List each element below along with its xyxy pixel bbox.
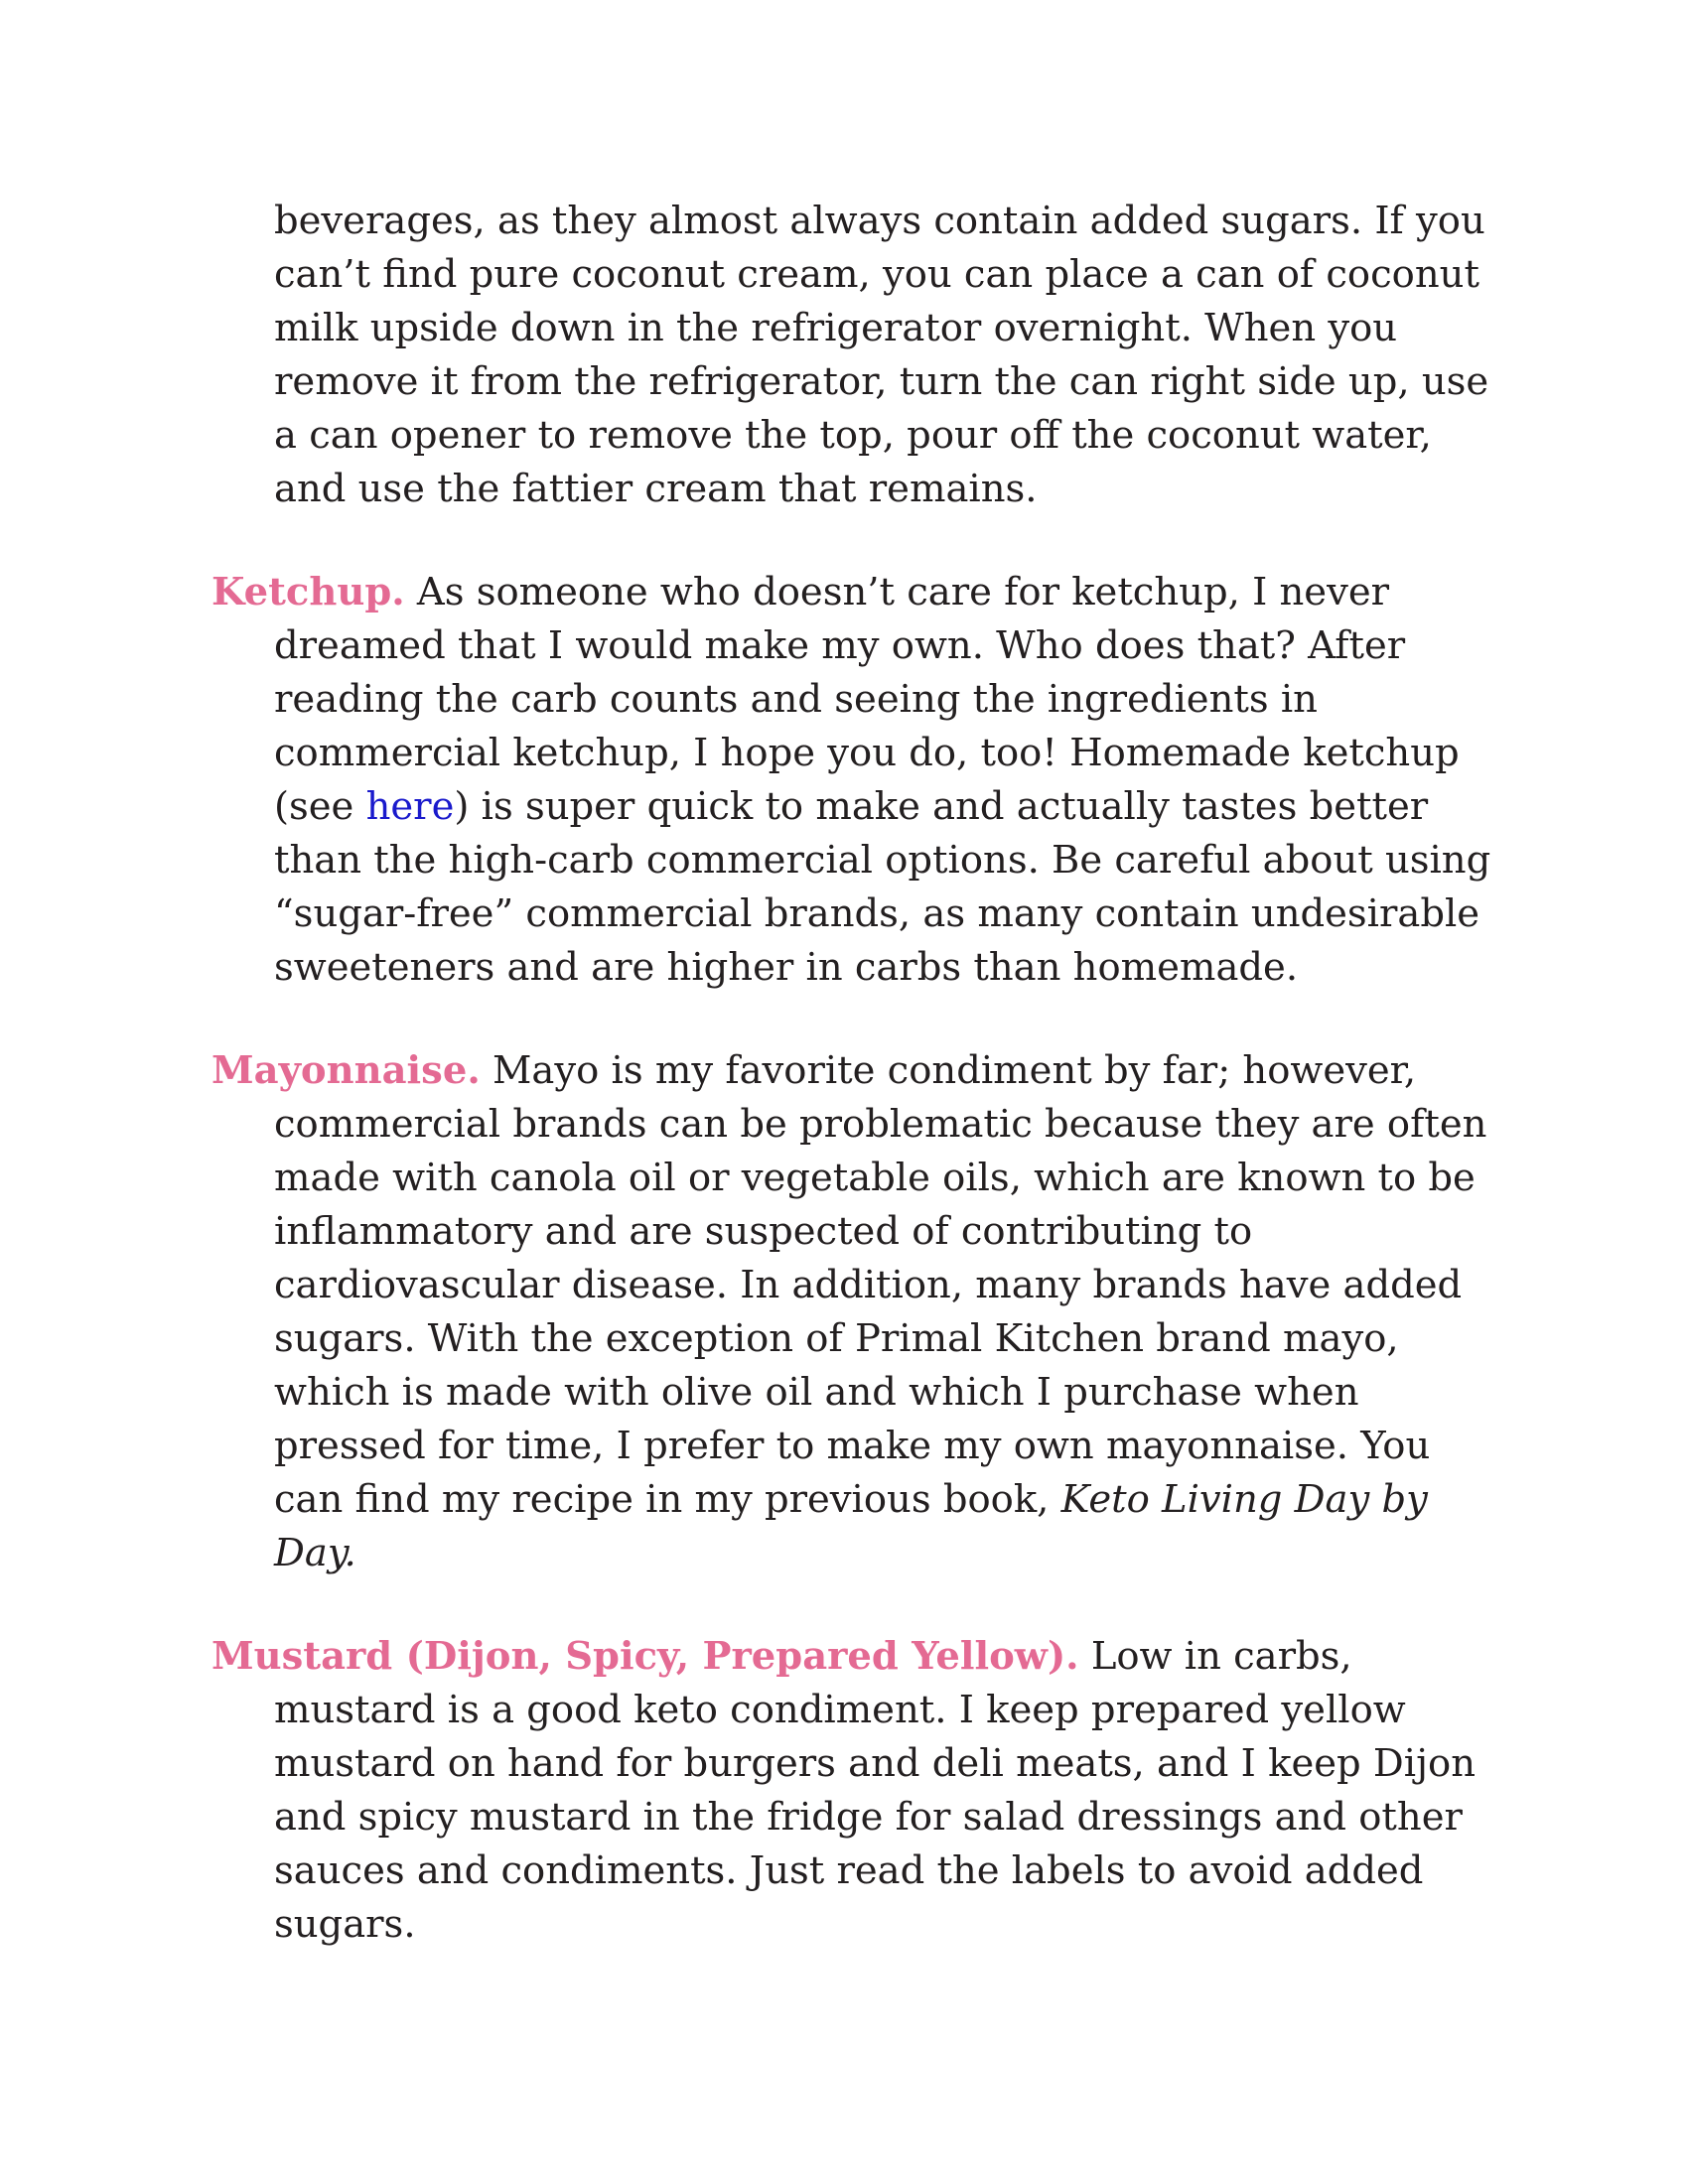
mayonnaise-term: Mayonnaise. bbox=[211, 1048, 481, 1093]
mayonnaise-book-title: Keto Living Day by Day. bbox=[274, 1477, 1428, 1575]
page-content bbox=[211, 195, 1497, 2001]
mustard-text: Low in carbs, mustard is a good keto condiment. I keep prepared yellow mustard on hand for burgers and deli meats, and I keep Dijon and spicy mustard in the fridge for salad dressings and other sauces and condiments. Just read the labels to avoid added sugars. bbox=[274, 1634, 1476, 1947]
mustard-term: Mustard (Dijon, Spicy, Prepared Yellow). bbox=[211, 1634, 1079, 1679]
mayonnaise-entry bbox=[211, 1044, 1497, 1580]
ketchup-text-before-link: As someone who doesn’t care for ketchup, I never dreamed that I would make my own. Who does that? After reading the carb counts and seeing the ingredients in commercial ketchup, I hope you do, too! Homemade ketchup (see bbox=[274, 570, 1460, 829]
coconut-continuation-paragraph bbox=[211, 195, 1497, 516]
ketchup-text-after-link: ) is super quick to make and actually tastes better than the high-carb commercial options. Be careful about using “sugar-free” commercial brands, as many contain undesirable sweeteners and are higher in carbs than homemade. bbox=[274, 784, 1491, 990]
ketchup-term: Ketchup. bbox=[211, 570, 405, 614]
coconut-continuation-text: beverages, as they almost always contain added sugars. If you can’t find pure coconut cream, you can place a can of coconut milk upside down in the refrigerator overnight. When you remove it from the refrigerator, turn the can right side up, use a can opener to remove the top, pour off the coconut water, and use the fattier cream that remains. bbox=[274, 199, 1489, 511]
mustard-entry bbox=[211, 1630, 1497, 1952]
mayonnaise-text: Mayo is my favorite condiment by far; however, commercial brands can be problematic because they are often made with canola oil or vegetable oils, which are known to be inflammatory and are suspected of contributing to cardiovascular disease. In addition, many brands have added sugars. With the exception of Primal Kitchen brand mayo, which is made with olive oil and which I purchase when pressed for time, I prefer to make my own mayonnaise. You can find my recipe in my previous book, bbox=[274, 1048, 1487, 1522]
ketchup-recipe-link[interactable]: here bbox=[365, 784, 455, 829]
ketchup-entry bbox=[211, 566, 1497, 995]
